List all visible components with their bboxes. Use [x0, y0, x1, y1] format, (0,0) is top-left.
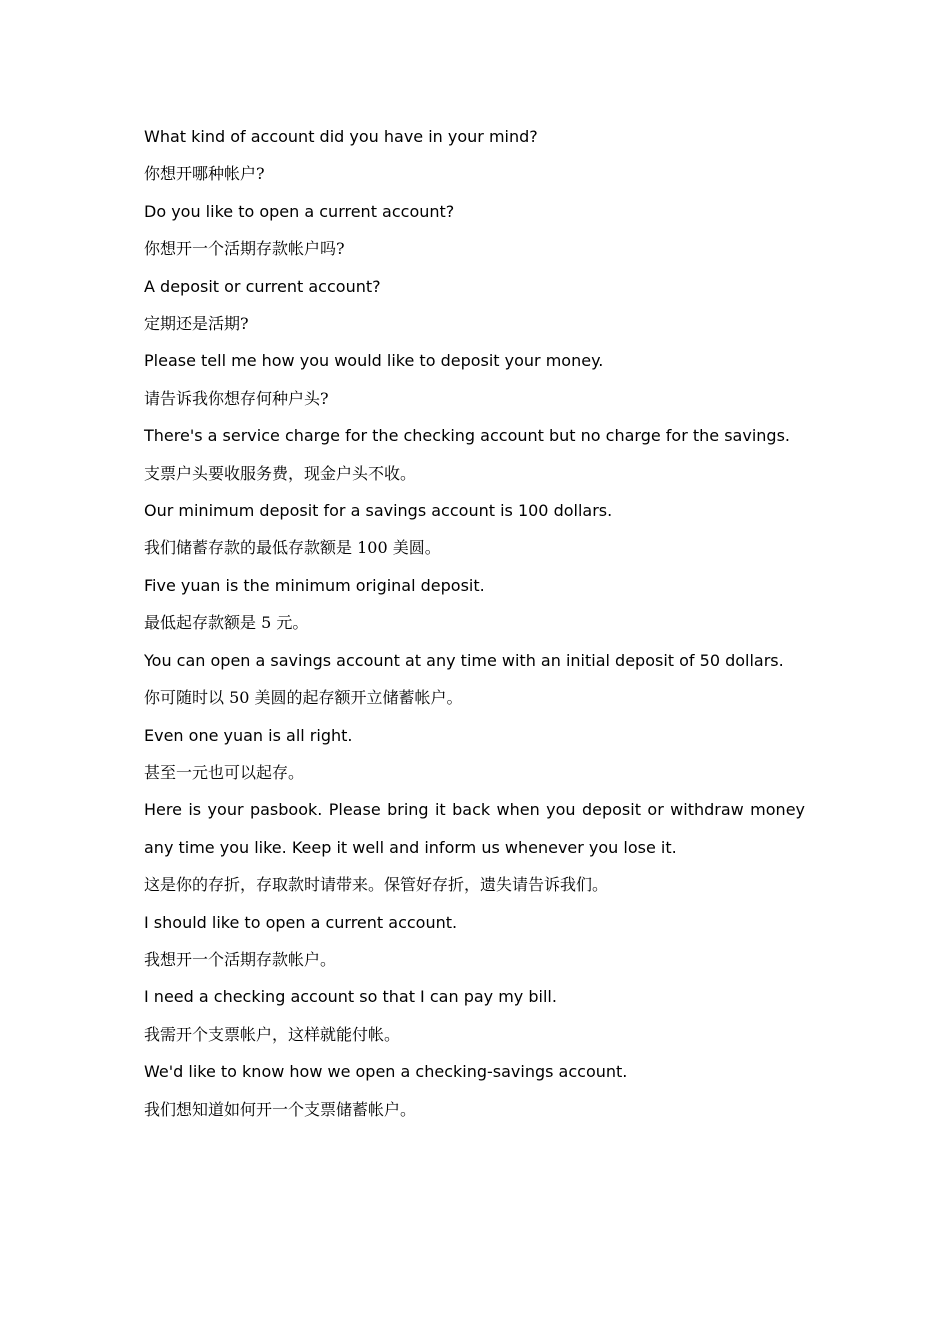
- english-sentence: Five yuan is the minimum original deposit.: [144, 575, 485, 595]
- chinese-translation: 你想开哪种帐户?: [144, 164, 265, 184]
- chinese-translation: 你可随时以 50 美圆的起存额开立储蓄帐户。: [144, 688, 463, 708]
- chinese-translation: 你想开一个活期存款帐户吗?: [144, 239, 345, 259]
- english-sentence: We'd like to know how we open a checking-savings account.: [144, 1062, 628, 1082]
- chinese-translation: 定期还是活期?: [144, 314, 249, 334]
- english-sentence: There's a service charge for the checking account but no charge for the savings.: [144, 426, 790, 446]
- chinese-translation: 请告诉我你想存何种户头?: [144, 388, 329, 408]
- english-sentence: I should like to open a current account.: [144, 912, 458, 932]
- english-sentence: Even one yuan is all right.: [144, 725, 353, 745]
- english-sentence: What kind of account did you have in your mind?: [144, 127, 538, 146]
- chinese-translation: 我们想知道如何开一个支票储蓄帐户。: [144, 1099, 417, 1119]
- english-sentence: Here is your pasbook. Please bring it back when you deposit or withdraw money any time you like. Keep it well and inform us whenever you lose it.: [144, 800, 805, 857]
- chinese-translation: 我们储蓄存款的最低存款额是 100 美圆。: [144, 538, 441, 558]
- chinese-translation: 甚至一元也可以起存。: [144, 762, 305, 782]
- chinese-translation: 我需开个支票帐户，这样就能付帐。: [144, 1024, 401, 1044]
- english-sentence: I need a checking account so that I can pay my bill.: [144, 987, 557, 1007]
- chinese-translation: 最低起存款额是 5 元。: [144, 613, 309, 633]
- english-sentence: Our minimum deposit for a savings account is 100 dollars.: [144, 501, 613, 521]
- english-sentence: Please tell me how you would like to deposit your money.: [144, 351, 604, 371]
- english-sentence: Do you like to open a current account?: [144, 201, 455, 221]
- english-sentence: A deposit or current account?: [144, 276, 381, 296]
- english-sentence: You can open a savings account at any time with an initial deposit of 50 dollars.: [144, 650, 784, 670]
- document-page: [144, 118, 805, 1128]
- chinese-translation: 我想开一个活期存款帐户。: [144, 949, 337, 969]
- chinese-translation: 支票户头要收服务费，现金户头不收。: [144, 463, 417, 483]
- chinese-translation: 这是你的存折，存取款时请带来。保管好存折，遗失请告诉我们。: [144, 875, 609, 895]
